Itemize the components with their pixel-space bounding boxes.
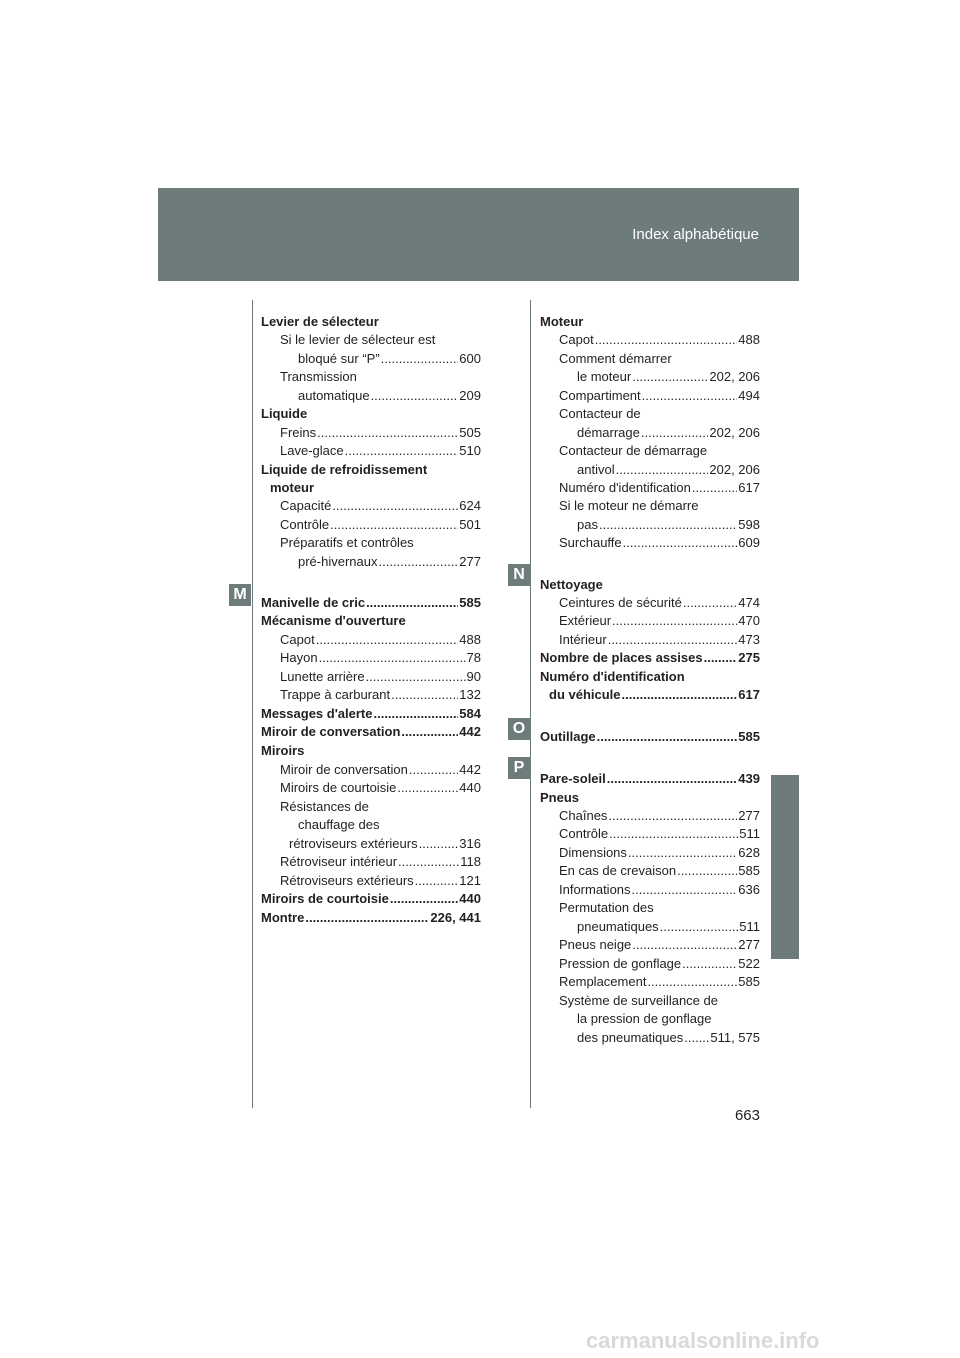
dot-leader (612, 612, 737, 630)
index-entry (559, 936, 760, 954)
index-entry (298, 387, 481, 405)
dot-leader (622, 686, 738, 704)
entry-label: automatique (298, 388, 370, 403)
dot-leader (628, 844, 737, 862)
entry-page-ref: 440 (459, 780, 481, 795)
index-entry: la pression de gonflage (577, 1011, 712, 1026)
entry-label: le moteur (577, 369, 632, 384)
index-entry (280, 779, 481, 797)
entry-page-ref: 617 (738, 480, 760, 495)
entry-page-ref: 277 (459, 554, 481, 569)
entry-label: Rétroviseur intérieur (280, 854, 398, 869)
index-entry: Liquide (261, 406, 308, 421)
page-number: 663 (734, 1107, 760, 1124)
entry-page-ref: 202, 206 (709, 425, 760, 440)
dot-leader (330, 516, 458, 534)
entry-label: Compartiment (559, 388, 641, 403)
entry-label: Montre (261, 910, 305, 925)
entry-label: Rétroviseurs extérieurs (280, 873, 414, 888)
dot-leader (398, 853, 459, 871)
entry-label: Pression de gonflage (559, 956, 682, 971)
dot-leader (409, 761, 458, 779)
dot-leader (616, 461, 709, 479)
index-entry: Si le levier de sélecteur est (280, 332, 436, 347)
entry-page-ref: 624 (459, 498, 481, 513)
index-entry (280, 872, 481, 890)
entry-page-ref: 511 (739, 826, 760, 841)
index-entry (577, 1029, 760, 1047)
entry-page-ref: 511 (739, 919, 760, 934)
dot-leader (660, 918, 739, 936)
entry-label: pas (577, 517, 598, 532)
index-entry (540, 649, 760, 667)
letter-marker-n: N (508, 564, 530, 586)
entry-page-ref: 474 (738, 595, 760, 610)
entry-label: En cas de crevaison (559, 863, 677, 878)
entry-label: Miroirs de courtoisie (280, 780, 397, 795)
index-entry (577, 424, 760, 442)
entry-page-ref: 585 (738, 974, 760, 989)
entry-label: Nombre de places assises (540, 650, 703, 665)
index-entry (559, 807, 760, 825)
entry-page-ref: 209 (459, 388, 481, 403)
entry-label: Miroirs de courtoisie (261, 891, 389, 906)
index-entry: Pneus (540, 790, 580, 805)
dot-leader (608, 807, 737, 825)
column-divider-middle (530, 300, 531, 1108)
dot-leader (391, 686, 458, 704)
dot-leader (632, 936, 737, 954)
index-entry (280, 424, 481, 442)
entry-label: Capot (280, 632, 315, 647)
index-entry (280, 761, 481, 779)
index-entry (280, 853, 481, 871)
index-entry: Permutation des (559, 900, 654, 915)
entry-label: Contrôle (559, 826, 609, 841)
entry-page-ref: 494 (738, 388, 760, 403)
entry-label: Outillage (540, 729, 596, 744)
dot-leader (419, 835, 459, 853)
entry-label: Ceintures de sécurité (559, 595, 682, 610)
entry-label: pneumatiques (577, 919, 659, 934)
entry-label: Capacité (280, 498, 332, 513)
entry-label: Pare-soleil (540, 771, 606, 786)
entry-label: rétroviseurs extérieurs (289, 836, 418, 851)
entry-label: Miroir de conversation (280, 762, 408, 777)
entry-page-ref: 202, 206 (709, 369, 760, 384)
index-entry (261, 909, 481, 927)
dot-leader (608, 631, 738, 649)
entry-label: Miroir de conversation (261, 724, 401, 739)
entry-label: Pneus neige (559, 937, 632, 952)
entry-label: Trappe à carburant (280, 687, 391, 702)
index-entry: Liquide de refroidissement (261, 462, 428, 477)
entry-page-ref: 132 (459, 687, 481, 702)
entry-page-ref: 598 (738, 517, 760, 532)
index-entry: Moteur (540, 314, 584, 329)
index-entry (280, 649, 481, 667)
index-entry (540, 770, 760, 788)
index-entry: Résistances de (280, 799, 369, 814)
watermark-url: carmanualsonline.info (586, 1328, 820, 1353)
entry-page-ref: 440 (459, 891, 481, 906)
entry-page-ref: 585 (738, 729, 760, 744)
index-entry (559, 862, 760, 880)
dot-leader (401, 723, 458, 741)
entry-page-ref: 522 (738, 956, 760, 971)
index-entry (289, 835, 481, 853)
index-entry (559, 844, 760, 862)
entry-page-ref: 316 (459, 836, 481, 851)
entry-page-ref: 442 (459, 762, 481, 777)
index-entry (559, 825, 760, 843)
dot-leader (632, 881, 738, 899)
entry-label: Lave-glace (280, 443, 344, 458)
dot-leader (319, 649, 466, 667)
entry-page-ref: 585 (738, 863, 760, 878)
entry-label: Hayon (280, 650, 318, 665)
entry-page-ref: 617 (738, 687, 760, 702)
dot-leader (607, 770, 738, 788)
entry-label: Extérieur (559, 613, 612, 628)
index-entry (559, 534, 760, 552)
entry-page-ref: 277 (738, 937, 760, 952)
dot-leader (317, 424, 458, 442)
entry-label: Intérieur (559, 632, 607, 647)
dot-leader (677, 862, 737, 880)
entry-label: bloqué sur “P” (298, 351, 380, 366)
entry-page-ref: 584 (459, 706, 481, 721)
index-entry: Préparatifs et contrôles (280, 535, 414, 550)
entry-page-ref: 501 (459, 517, 481, 532)
dot-leader (641, 424, 709, 442)
index-entry: chauffage des (298, 817, 380, 832)
entry-label: Dimensions (559, 845, 627, 860)
index-entry (559, 387, 760, 405)
index-entry: Nettoyage (540, 577, 603, 592)
entry-label: pré-hivernaux (298, 554, 378, 569)
entry-page-ref: 600 (459, 351, 481, 366)
index-entry (298, 553, 481, 571)
dot-leader (415, 872, 459, 890)
dot-leader (316, 631, 459, 649)
entry-label: Remplacement (559, 974, 647, 989)
entry-page-ref: 470 (738, 613, 760, 628)
dot-leader (647, 973, 737, 991)
entry-page-ref: 505 (459, 425, 481, 440)
index-entry (261, 890, 481, 908)
dot-leader (692, 479, 737, 497)
dot-leader (345, 442, 459, 460)
index-entry (559, 881, 760, 899)
entry-label: Freins (280, 425, 317, 440)
index-entry (298, 350, 481, 368)
index-entry: Transmission (280, 369, 357, 384)
dot-leader (366, 668, 466, 686)
section-title: Index alphabétique (632, 226, 759, 243)
index-entry: Système de surveillance de (559, 993, 718, 1008)
index-entry (559, 612, 760, 630)
dot-leader (683, 594, 737, 612)
index-entry: Numéro d'identification (540, 669, 685, 684)
index-entry (559, 331, 760, 349)
index-entry: Levier de sélecteur (261, 314, 379, 329)
index-entry (540, 728, 760, 746)
index-entry: Comment démarrer (559, 351, 672, 366)
dot-leader (397, 779, 458, 797)
dot-leader (595, 331, 738, 349)
entry-page-ref: 442 (459, 724, 481, 739)
entry-label: Numéro d'identification (559, 480, 691, 495)
index-entry (261, 594, 481, 612)
entry-page-ref: 90 (466, 669, 481, 684)
letter-marker-p: P (508, 757, 530, 779)
index-entry (280, 442, 481, 460)
entry-page-ref: 488 (459, 632, 481, 647)
entry-page-ref: 226, 441 (430, 910, 481, 925)
dot-leader (632, 368, 708, 386)
dot-leader (704, 649, 738, 667)
entry-page-ref: 118 (460, 854, 481, 869)
dot-leader (390, 890, 458, 908)
entry-page-ref: 511, 575 (710, 1030, 760, 1045)
entry-page-ref: 78 (466, 650, 481, 665)
entry-page-ref: 121 (459, 873, 481, 888)
index-entry: Contacteur de démarrage (559, 443, 708, 458)
dot-leader (381, 350, 459, 368)
dot-leader (332, 497, 458, 515)
index-entry (577, 461, 760, 479)
index-entry (559, 973, 760, 991)
dot-leader (371, 387, 459, 405)
entry-label: démarrage (577, 425, 640, 440)
dot-leader (609, 825, 738, 843)
dot-leader (366, 594, 458, 612)
index-entry (261, 705, 481, 723)
letter-marker-o: O (508, 718, 530, 740)
entry-page-ref: 488 (738, 332, 760, 347)
dot-leader (597, 728, 738, 746)
chapter-side-tab (771, 775, 799, 959)
entry-page-ref: 473 (738, 632, 760, 647)
dot-leader (599, 516, 737, 534)
header-band (158, 188, 799, 281)
entry-label: Surchauffe (559, 535, 622, 550)
entry-label: Capot (559, 332, 594, 347)
dot-leader (623, 534, 738, 552)
entry-page-ref: 510 (459, 443, 481, 458)
index-entry: Si le moteur ne démarre (559, 498, 699, 513)
entry-page-ref: 628 (738, 845, 760, 860)
index-entry (559, 479, 760, 497)
entry-label: des pneumatiques (577, 1030, 684, 1045)
entry-page-ref: 585 (459, 595, 481, 610)
entry-label: antivol (577, 462, 615, 477)
dot-leader (682, 955, 737, 973)
dot-leader (373, 705, 458, 723)
index-entry (261, 723, 481, 741)
index-entry (280, 668, 481, 686)
index-entry (577, 368, 760, 386)
entry-page-ref: 439 (738, 771, 760, 786)
index-entry: Miroirs (261, 743, 305, 758)
entry-page-ref: 277 (738, 808, 760, 823)
index-entry (577, 918, 760, 936)
entry-label: Messages d'alerte (261, 706, 373, 721)
letter-marker-m: M (229, 584, 251, 606)
entry-page-ref: 275 (738, 650, 760, 665)
index-entry (280, 516, 481, 534)
column-divider-left (252, 300, 253, 1108)
entry-label: Contrôle (280, 517, 330, 532)
dot-leader (642, 387, 738, 405)
entry-label: Manivelle de cric (261, 595, 366, 610)
index-entry: moteur (270, 480, 315, 495)
dot-leader (305, 909, 429, 927)
entry-label: du véhicule (549, 687, 621, 702)
entry-label: Informations (559, 882, 631, 897)
index-entry (559, 955, 760, 973)
index-entry: Contacteur de (559, 406, 641, 421)
entry-label: Chaînes (559, 808, 608, 823)
entry-page-ref: 202, 206 (709, 462, 760, 477)
index-entry (559, 631, 760, 649)
dot-leader (684, 1029, 709, 1047)
dot-leader (379, 553, 459, 571)
index-entry (280, 631, 481, 649)
index-entry (280, 686, 481, 704)
index-entry: Mécanisme d'ouverture (261, 613, 406, 628)
index-entry (549, 686, 760, 704)
entry-label: Lunette arrière (280, 669, 365, 684)
index-entry (280, 497, 481, 515)
entry-page-ref: 609 (738, 535, 760, 550)
index-entry (577, 516, 760, 534)
entry-page-ref: 636 (738, 882, 760, 897)
index-entry (559, 594, 760, 612)
